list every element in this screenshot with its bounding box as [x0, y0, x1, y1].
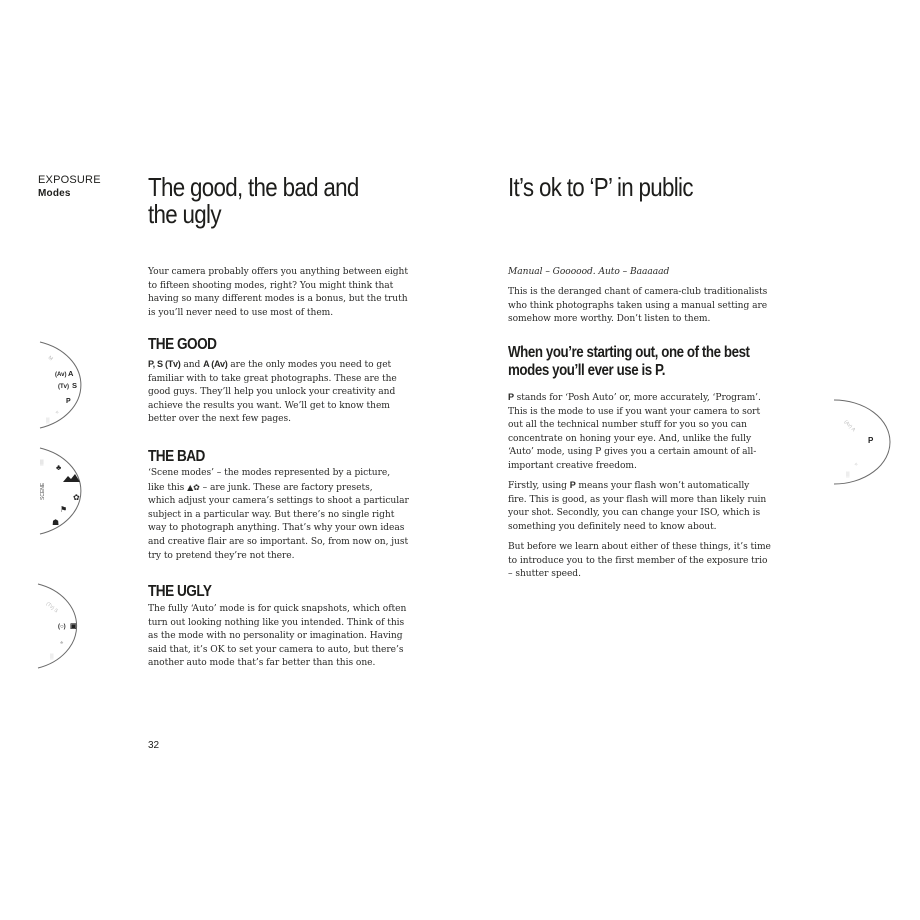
svg-text:▒: ▒ [40, 460, 44, 466]
svg-text:(Tv) S: (Tv) S [44, 600, 59, 615]
left-page-title: The good, the bad and the ugly [148, 172, 359, 229]
mode-dial-auto-icon [0, 572, 100, 682]
section-label [38, 174, 101, 200]
page-number: 32 [148, 740, 160, 751]
mode-dial-scene-icon [0, 440, 100, 550]
scene-mode-icons: ▲✿ [187, 482, 200, 492]
dial-label-s: S [72, 381, 78, 390]
mode-dial-program-icon [832, 392, 920, 492]
right-subheading: When you’re starting out, one of the best modes you’ll ever use is P. [508, 344, 750, 379]
dial-label-tv: (Tv) [58, 384, 69, 390]
intro-paragraph: Your camera probably offers you anything between eight to fifteen shooting modes, right? You might think that having so many different modes is a bonus, but the truth is you’ll never need to use most of them. [148, 267, 408, 318]
night-icon: ☗ [52, 518, 60, 527]
chant-line: Manual – Goooood. Auto – Baaaaad [508, 267, 670, 277]
auto-camera-icon: ▣ [70, 623, 77, 630]
bad-paragraph: ‘Scene modes’ – the modes represented by a picture, like this ▲✿ – are junk. These are factory presets, which adjust your camera’s settings to shoot a particular subject in a particular way. But there’s no single right way to photograph anything. That’s why your own ideas and creative flair are so important. So, from now on, just try to pretend they’re not there. [148, 468, 409, 561]
svg-text:M: M [46, 354, 54, 363]
ugly-paragraph: The fully ‘Auto’ mode is for quick snapshots, which often turn out looking nothing like you intended. Think of this as the mode with no personality or imagination. Having said that, it’s OK to set your camera to auto, but there’s another auto mode that’s far better than this one. [148, 604, 407, 669]
good-heading: THE GOOD [148, 336, 217, 353]
macro-icon: ✿ [73, 493, 80, 502]
bad-heading: THE BAD [148, 448, 205, 465]
program-paragraph: P stands for ‘Posh Auto’ or, more accurately, ‘Program’. This is the mode to use if you want your camera to sort out all the technical number stuff for you so you can concentrate on honing your eye. And, unlike the fully ‘Auto’ mode, using P gives you a certain amount of all- important creative freedom. [508, 392, 761, 471]
dial-label-av: (Av) [55, 372, 67, 378]
svg-text:SCENE: SCENE [40, 482, 46, 500]
dial-label-p: P [66, 398, 71, 405]
ugly-heading: THE UGLY [148, 583, 212, 600]
dial-label-a: A [68, 369, 74, 378]
flash-paragraph: Firstly, using P means your flash won’t automatically fire. This is good, as your flash will more than likely ruin your shot. Secondly, you can change your ISO, which is something you definitely need to know about. [508, 480, 767, 532]
right-page-title: It’s ok to ‘P’ in public [508, 172, 693, 202]
subsection-name: Modes [38, 188, 71, 199]
svg-text:▒: ▒ [50, 654, 54, 660]
svg-text:♣: ♣ [60, 640, 64, 646]
portrait-icon: ♣ [56, 463, 62, 472]
closing-paragraph: But before we learn about either of these things, it’s time to introduce you to the first member of the exposure trio – shutter speed. [508, 542, 771, 580]
svg-text:✧: ✧ [854, 462, 859, 468]
svg-text:✧: ✧ [55, 410, 60, 416]
svg-text:▒: ▒ [46, 418, 50, 424]
dial-label-auto-flash-off: (○) [58, 624, 66, 630]
svg-text:▒: ▒ [846, 472, 850, 478]
sports-icon: ⚑ [60, 505, 68, 514]
chant-paragraph: This is the deranged chant of camera-club traditionalists who think photographs taken using a manual setting are somehow more worthy. Don’t listen to them. [508, 287, 768, 325]
mode-dial-good-icon [0, 330, 100, 440]
section-name: EXPOSURE [38, 174, 101, 186]
svg-text:(Av) A: (Av) A [842, 419, 857, 433]
dial-label-program: P [868, 436, 874, 445]
good-paragraph: P, S (Tv) and A (Av) are the only modes you need to get familiar with to take great photographs. These are the good guys. They’ll help you unlock your creativity and achieve the results you want. We’ll get to know them better over the next few pages. [148, 359, 397, 425]
